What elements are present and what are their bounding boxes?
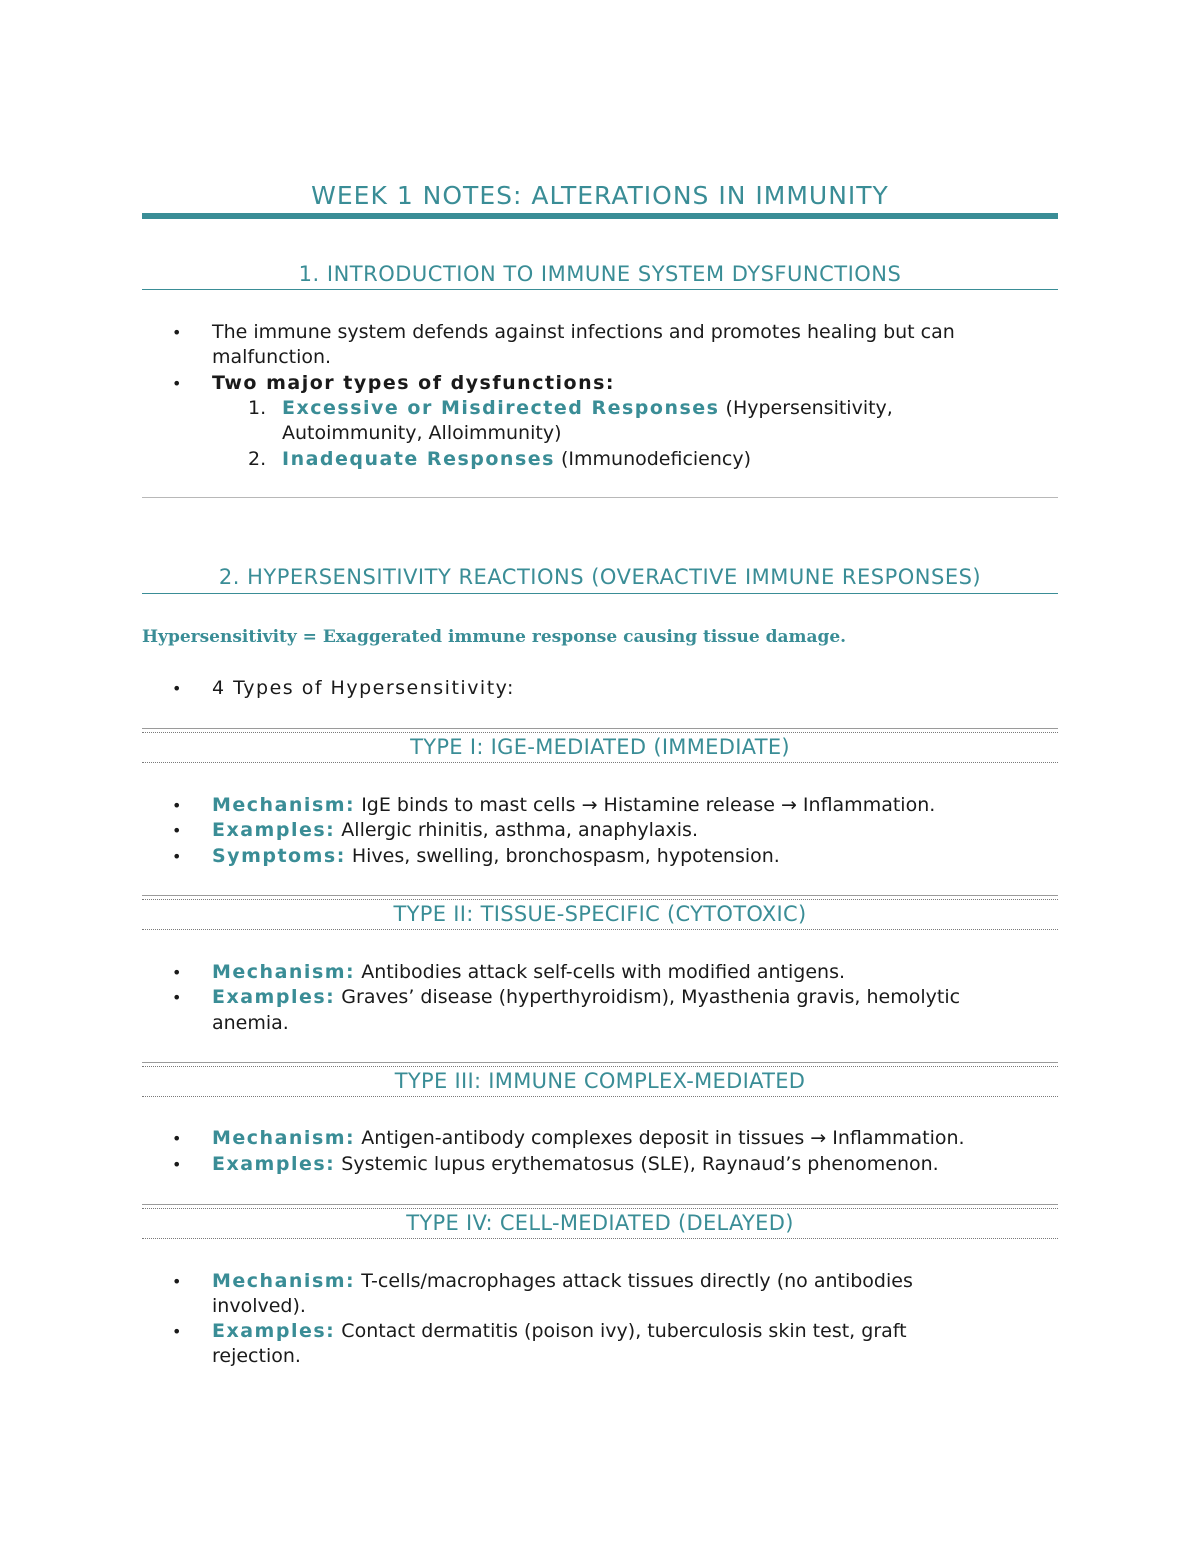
bullet-glyph: • (172, 796, 182, 815)
mechanism-text: T-cells/macrophages attack tissues directly (no antibodies (355, 1270, 913, 1292)
bullet-glyph: • (172, 847, 182, 866)
type-2-examples-line2: anemia. (212, 1012, 289, 1034)
type-4-mechanism-line2: involved). (212, 1295, 306, 1317)
type-rule (142, 1062, 1058, 1063)
list-number: 2. (248, 448, 267, 470)
section1-rule (142, 289, 1058, 290)
type-1-symptoms (212, 844, 780, 870)
list-number: 1. (248, 397, 267, 419)
type-1-examples (212, 818, 698, 844)
bullet-glyph: • (172, 679, 182, 698)
type-2-mechanism (212, 960, 845, 986)
type-1-mechanism (212, 793, 935, 819)
type-2-label: TYPE II: TISSUE-SPECIFIC (CYTOTOXIC) (393, 902, 807, 926)
type-rule (142, 1096, 1058, 1097)
item2-bold: Inadequate Responses (282, 448, 555, 470)
mechanism-text: Antigen-antibody complexes deposit in tissues → Inflammation. (355, 1127, 965, 1149)
type-rule (142, 1204, 1058, 1205)
mechanism-label: Mechanism: (212, 1127, 356, 1149)
type-4-examples (212, 1319, 907, 1345)
type-3-label: TYPE III: IMMUNE COMPLEX-MEDIATED (394, 1069, 806, 1093)
type-rule (142, 762, 1058, 763)
mechanism-text: IgE binds to mast cells → Histamine release → Inflammation. (355, 794, 936, 816)
bullet-glyph: • (172, 821, 182, 840)
item1-rest: (Hypersensitivity, (719, 397, 893, 419)
bullet-glyph: • (172, 374, 182, 393)
section1-bullet1-line2: malfunction. (212, 346, 332, 368)
mechanism-text: Antibodies attack self-cells with modified antigens. (355, 961, 846, 983)
item2-rest: (Immunodeficiency) (554, 448, 752, 470)
type-3-examples (212, 1152, 939, 1178)
symptoms-text: Hives, swelling, bronchospasm, hypotension. (345, 845, 780, 867)
examples-label: Examples: (212, 1153, 336, 1175)
type-2-examples (212, 985, 960, 1011)
examples-label: Examples: (212, 1320, 336, 1342)
mechanism-label: Mechanism: (212, 794, 356, 816)
examples-text: Allergic rhinitis, asthma, anaphylaxis. (335, 819, 699, 841)
symptoms-label: Symptoms: (212, 845, 346, 867)
bullet-glyph: • (172, 323, 182, 342)
section1-item1-line2: Autoimmunity, Alloimmunity) (282, 422, 562, 444)
section2-rule (142, 593, 1058, 594)
section1-item1 (282, 396, 893, 422)
bullet-glyph: • (172, 1272, 182, 1291)
section-divider (142, 497, 1058, 498)
mechanism-label: Mechanism: (212, 961, 356, 983)
item1-bold: Excessive or Misdirected Responses (282, 397, 720, 419)
bullet-glyph: • (172, 1322, 182, 1341)
examples-text: Graves’ disease (hyperthyroidism), Myasthenia gravis, hemolytic (335, 986, 961, 1008)
type-1-label: TYPE I: IGE-MEDIATED (IMMEDIATE) (410, 735, 790, 759)
bullet-glyph: • (172, 1155, 182, 1174)
section1-heading: 1. INTRODUCTION TO IMMUNE SYSTEM DYSFUNCTIONS (298, 262, 902, 286)
mechanism-label: Mechanism: (212, 1270, 356, 1292)
bullet-glyph: • (172, 963, 182, 982)
section1-bullet2: Two major types of dysfunctions: (212, 372, 616, 394)
type-4-label: TYPE IV: CELL-MEDIATED (DELAYED) (406, 1211, 794, 1235)
type-3-mechanism (212, 1126, 965, 1152)
title-rule (142, 213, 1058, 219)
page-title: WEEK 1 NOTES: ALTERATIONS IN IMMUNITY (311, 181, 889, 210)
type-4-mechanism (212, 1269, 913, 1295)
type-4-examples-line2: rejection. (212, 1345, 301, 1367)
examples-text: Contact dermatitis (poison ivy), tuberculosis skin test, graft (335, 1320, 907, 1342)
section2-heading: 2. HYPERSENSITIVITY REACTIONS (OVERACTIVE IMMUNE RESPONSES) (218, 565, 982, 589)
type-rule (142, 895, 1058, 896)
type-rule (142, 929, 1058, 930)
section1-bullet1-line1: The immune system defends against infections and promotes healing but can (212, 321, 955, 343)
hypersensitivity-definition: Hypersensitivity = Exaggerated immune response causing tissue damage. (142, 627, 847, 647)
types-bullet: 4 Types of Hypersensitivity: (212, 677, 515, 699)
examples-label: Examples: (212, 819, 336, 841)
examples-text: Systemic lupus erythematosus (SLE), Raynaud’s phenomenon. (335, 1153, 939, 1175)
type-rule (142, 728, 1058, 729)
document-page (142, 0, 1058, 1553)
section1-item2 (282, 447, 751, 473)
examples-label: Examples: (212, 986, 336, 1008)
type-rule (142, 1238, 1058, 1239)
bullet-glyph: • (172, 988, 182, 1007)
bullet-glyph: • (172, 1129, 182, 1148)
